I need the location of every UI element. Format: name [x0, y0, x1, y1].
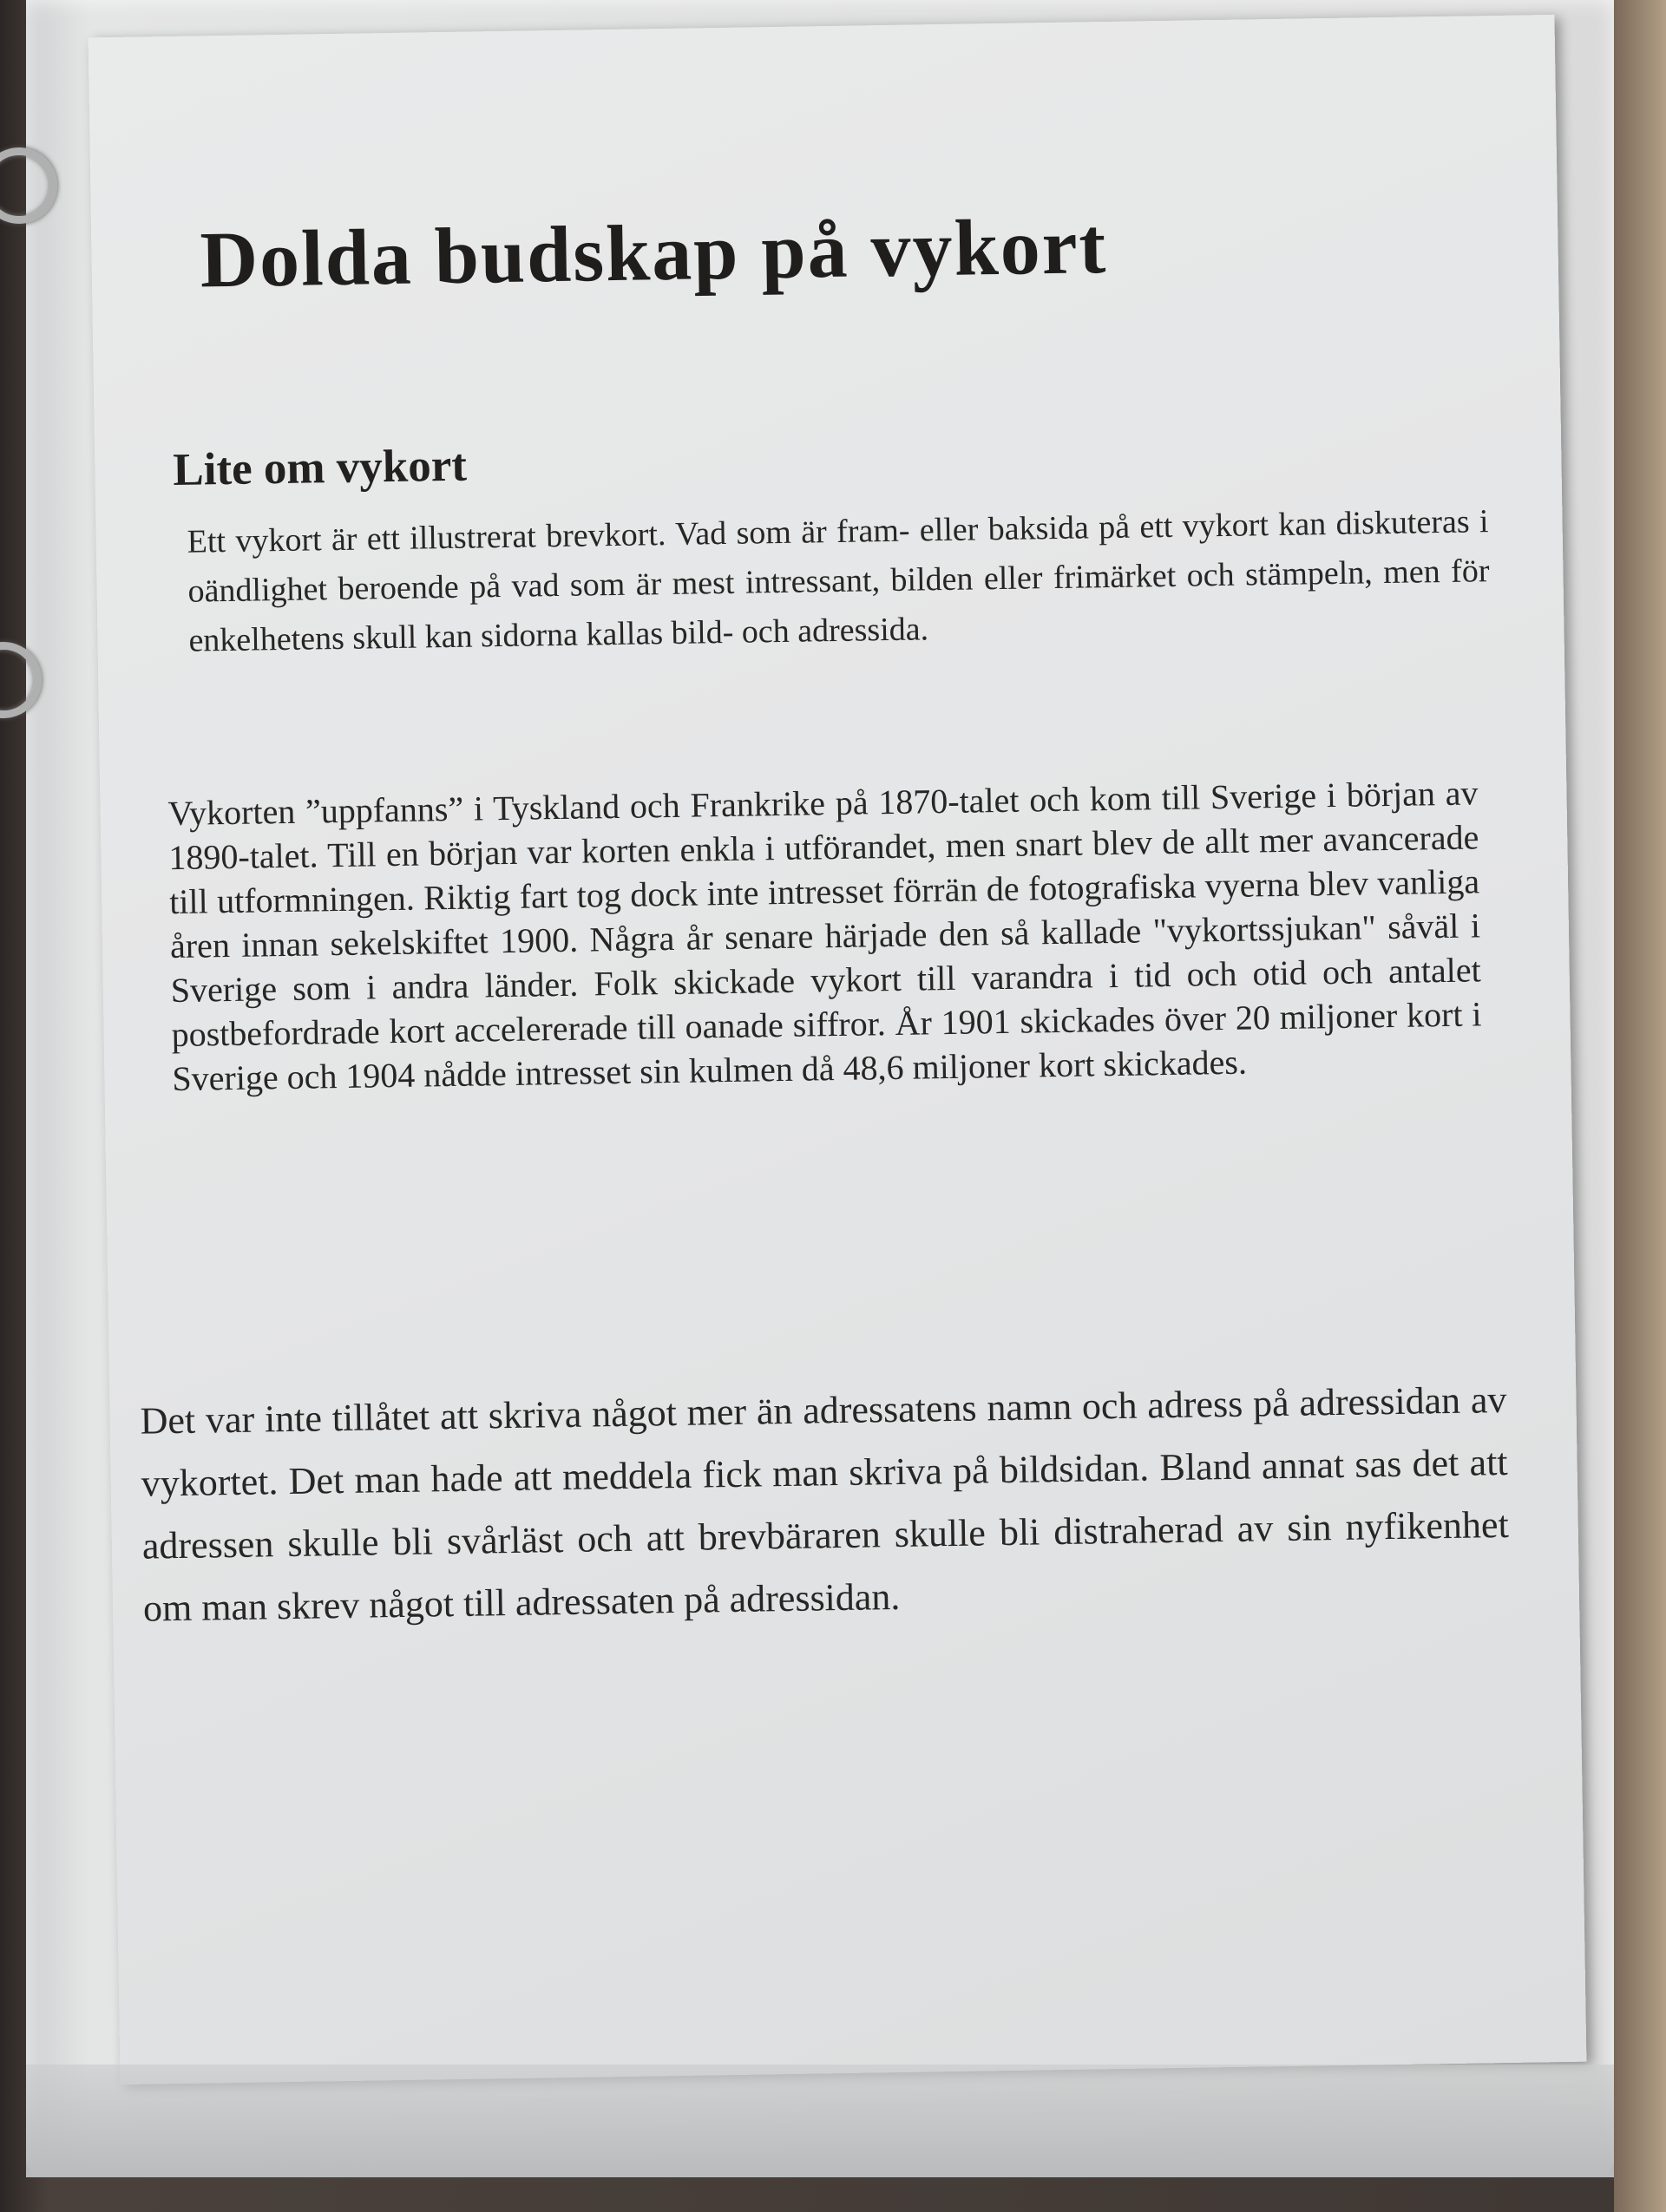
page-title: Dolda budskap på vykort	[199, 201, 1108, 304]
sleeve-bottom-edge	[26, 2065, 1614, 2177]
section-heading: Lite om vykort	[172, 440, 468, 495]
paragraph-history: Vykorten ”uppfanns” i Tyskland och Frankrike på 1870-talet och kom till Sverige i början av 1890-talet. Till en början var korten enkla i utförandet, men snart blev de allt mer avancerade till utformningen. Riktig fart tog dock inte intresset förrän de fotografiska vyerna blev vanliga åren innan sekelskiftet 1900. Några år senare härjade den så kallade "vykortssjukan" såväl i Sverige som i andra länder. Folk skickade vykort till varandra i tid och otid och antalet postbefordrade kort accelererade till oanade siffror. År 1901 skickades över 20 miljoner kort i Sverige och 1904 nådde intresset sin kulmen då 48,6 miljoner kort skickades.	[167, 773, 1482, 1099]
paragraph-rules: Det var inte tillåtet att skriva något mer än adressatens namn och adress på adressidan av vykortet. Det man hade att meddela fick man skriva på bildsidan. Bland annat sas det att adressen skulle bli svårläst och att brevbäraren skulle bli distraherad av sin nyfikenhet om man skrev något till adressaten på adressidan.	[140, 1378, 1510, 1630]
document-page	[89, 15, 1587, 2084]
paragraph-intro: Ett vykort är ett illustrerat brevkort. Vad som är fram- eller baksida på ett vykort kan diskuteras i oändlighet beroende på vad som är mest intressant, bilden eller frimärket och stämpeln, men för enkelhetens skull kan sidorna kallas bild- och adressida.	[187, 503, 1490, 659]
